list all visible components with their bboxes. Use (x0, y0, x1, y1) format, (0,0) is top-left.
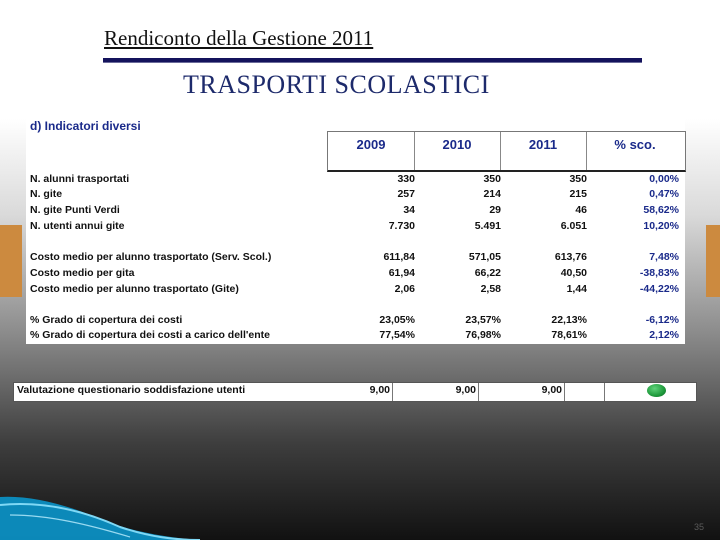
row-label: N. alunni trasportati (30, 173, 130, 185)
decorative-wave (0, 445, 720, 540)
cell-2009: 23,05% (379, 314, 415, 326)
cell-percent: 58,62% (643, 204, 679, 216)
cell-2009: 61,94 (388, 267, 415, 279)
title-underline-rule (103, 58, 642, 63)
cell-2009: 2,06 (394, 283, 415, 295)
row-label: Costo medio per alunno trasportato (Serv. Scol.) (30, 251, 272, 263)
cell-2011: 6.051 (560, 220, 587, 232)
cell-2010: 76,98% (465, 329, 501, 341)
cell-percent: -38,83% (639, 267, 679, 279)
cell-2011: 22,13% (551, 314, 587, 326)
cell-percent: 2,12% (649, 329, 679, 341)
cell-percent: 7,48% (649, 251, 679, 263)
cell-2011: 40,50 (560, 267, 587, 279)
row-label: N. utenti annui gite (30, 220, 125, 232)
slide-title: Rendiconto della Gestione 2011 (104, 26, 374, 50)
cell-percent: 10,20% (643, 220, 679, 232)
cell-2009: 611,84 (383, 251, 415, 263)
cell-2010: 5.491 (474, 220, 501, 232)
column-header-2010: 2010 (414, 132, 501, 170)
cell-2010: 23,57% (465, 314, 501, 326)
page-number: 35 (693, 522, 704, 532)
cell-2010: 29 (489, 204, 501, 216)
right-side-tab (706, 225, 720, 297)
row-label: Costo medio per gita (30, 267, 135, 279)
cell-2009: 77,54% (379, 329, 415, 341)
cell-2011: 215 (569, 188, 587, 200)
cell-percent: 0,00% (649, 173, 679, 185)
cell-2009: 330 (397, 173, 415, 185)
evaluation-label: Valutazione questionario soddisfazione utenti (17, 384, 246, 396)
green-smiley-icon (647, 384, 666, 397)
cell-2009: 257 (397, 188, 415, 200)
year-header-row (327, 131, 686, 172)
column-divider (478, 383, 479, 401)
column-header-2011: 2011 (500, 132, 587, 170)
row-label: % Grado di copertura dei costi (30, 314, 183, 326)
slide-subtitle: TRASPORTI SCOLASTICI (183, 70, 490, 99)
row-label: Costo medio per alunno trasportato (Gite) (30, 283, 239, 295)
row-label: % Grado di copertura dei costi a carico dell'ente (30, 329, 270, 341)
evaluation-2011: 9,00 (541, 384, 562, 396)
row-label: N. gite (30, 188, 63, 200)
cell-2010: 66,22 (474, 267, 501, 279)
column-header-percent: % sco. (614, 137, 656, 152)
cell-2011: 350 (569, 173, 587, 185)
cell-2010: 214 (483, 188, 501, 200)
cell-percent: -6,12% (645, 314, 679, 326)
row-label: N. gite Punti Verdi (30, 204, 120, 216)
cell-2011: 1,44 (566, 283, 587, 295)
cell-2009: 7.730 (388, 220, 415, 232)
column-divider (604, 383, 605, 401)
evaluation-2009: 9,00 (369, 384, 390, 396)
evaluation-row (13, 382, 697, 402)
cell-2011: 613,76 (554, 251, 587, 263)
evaluation-2010: 9,00 (455, 384, 476, 396)
cell-2009: 34 (403, 204, 415, 216)
column-header-2009: 2009 (328, 132, 415, 170)
cell-percent: 0,47% (649, 188, 679, 200)
column-divider (392, 383, 393, 401)
cell-2010: 2,58 (480, 283, 501, 295)
cell-2011: 46 (575, 204, 587, 216)
left-side-tab (0, 225, 22, 297)
cell-2010: 350 (483, 173, 501, 185)
cell-percent: -44,22% (639, 283, 679, 295)
indicators-table (26, 116, 685, 344)
table-heading: d) Indicatori diversi (30, 119, 141, 133)
cell-2010: 571,05 (468, 251, 501, 263)
cell-2011: 78,61% (551, 329, 587, 341)
column-divider (564, 383, 565, 401)
